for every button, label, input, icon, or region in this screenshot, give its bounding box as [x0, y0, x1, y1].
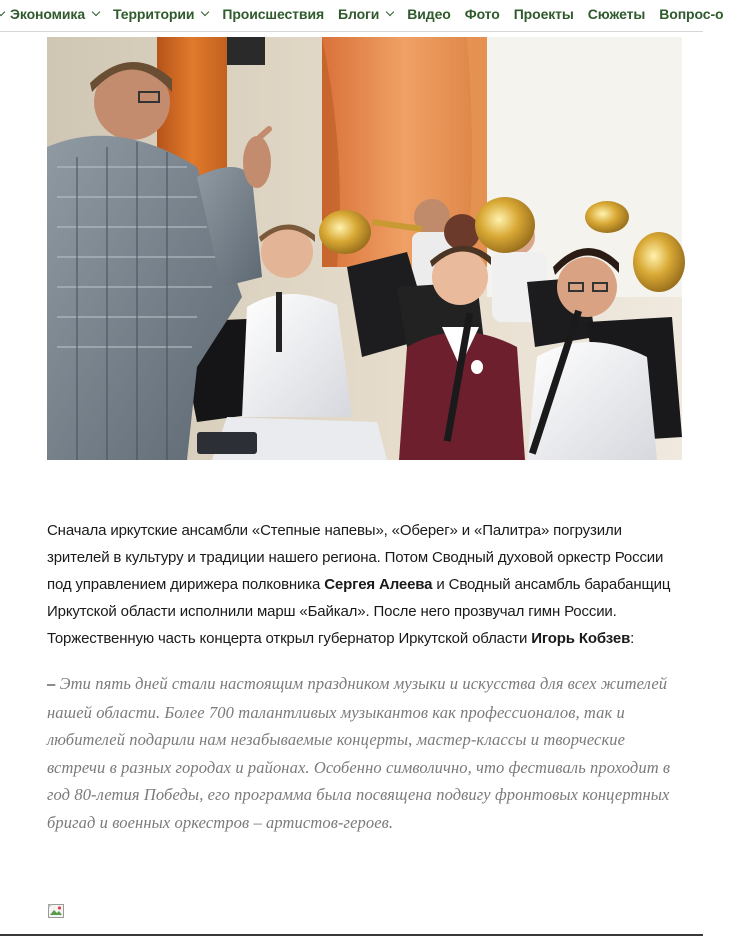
chevron-down-icon — [92, 8, 100, 16]
nav-item-blogs[interactable] — [338, 0, 393, 28]
nav-item-question[interactable] — [659, 0, 723, 28]
bottom-divider — [0, 934, 703, 936]
nav-item-label: Видео — [407, 6, 451, 22]
paragraph-text: Сначала иркутские ансамбли «Степные напевы», «Оберег» и «Палитра» погрузили зрителей в культуру и традиции нашего региона. Потом Сводный духовой оркестр России под управлением дирижера полковника — [47, 522, 664, 593]
article-body — [47, 517, 687, 836]
article-paragraph — [47, 517, 687, 652]
chevron-down-icon — [0, 8, 5, 16]
nav-item-projects[interactable] — [514, 0, 574, 28]
nav-item-label: Территории — [113, 6, 195, 22]
article-quote — [47, 670, 687, 836]
person-name-link: Сергея Алеева — [324, 576, 433, 593]
nav-item-label: Экономика — [10, 6, 86, 22]
nav-track — [0, 0, 737, 28]
nav-item-label: Сюжеты — [587, 6, 646, 22]
nav-item-label: Вопрос-о — [659, 6, 724, 22]
top-navigation — [0, 0, 724, 32]
nav-item-stories[interactable] — [588, 0, 645, 28]
paragraph-text: и Сводный ансамбль барабанщиц Иркутской области исполнили марш «Байкал». После него прозвучал гимн России. Торжественную часть концерта открыл губернатор Иркутской области — [47, 576, 671, 647]
nav-item-economy[interactable] — [10, 0, 99, 28]
nav-item-territories[interactable] — [113, 0, 208, 28]
nav-item-label: Происшествия — [222, 6, 325, 22]
nav-item-label: Фото — [464, 6, 500, 22]
nav-item-incidents[interactable] — [222, 0, 324, 28]
nav-item-photo[interactable] — [465, 0, 500, 28]
paragraph-text: : — [630, 630, 635, 647]
chevron-down-icon — [201, 8, 209, 16]
person-name-link: Игорь Кобзев — [531, 630, 631, 647]
quote-dash: – — [47, 676, 60, 693]
quote-text: Эти пять дней стали настоящим праздником музыки и искусства для всех жителей нашей области. Более 700 талантливых музыкантов как профессионалов, так и любителей подарили нам незабываемые концерты, мастер-классы и творческие встречи в разных городах и районах. Особенно символично, что фестиваль проходит в год 80-летия Победы, его программа была посвящена подвигу фронтовых концертных бригад и военных оркестров – артистов-героев. — [47, 674, 671, 832]
photo-illustration — [47, 37, 682, 460]
chevron-down-icon — [386, 8, 394, 16]
broken-image-icon[interactable] — [48, 904, 64, 918]
article-photo[interactable] — [47, 37, 682, 460]
nav-item-label: Проекты — [513, 6, 574, 22]
nav-item-label: Блоги — [338, 6, 380, 22]
nav-item-video[interactable] — [407, 0, 450, 28]
nav-prev-dropdown[interactable] — [0, 0, 10, 28]
